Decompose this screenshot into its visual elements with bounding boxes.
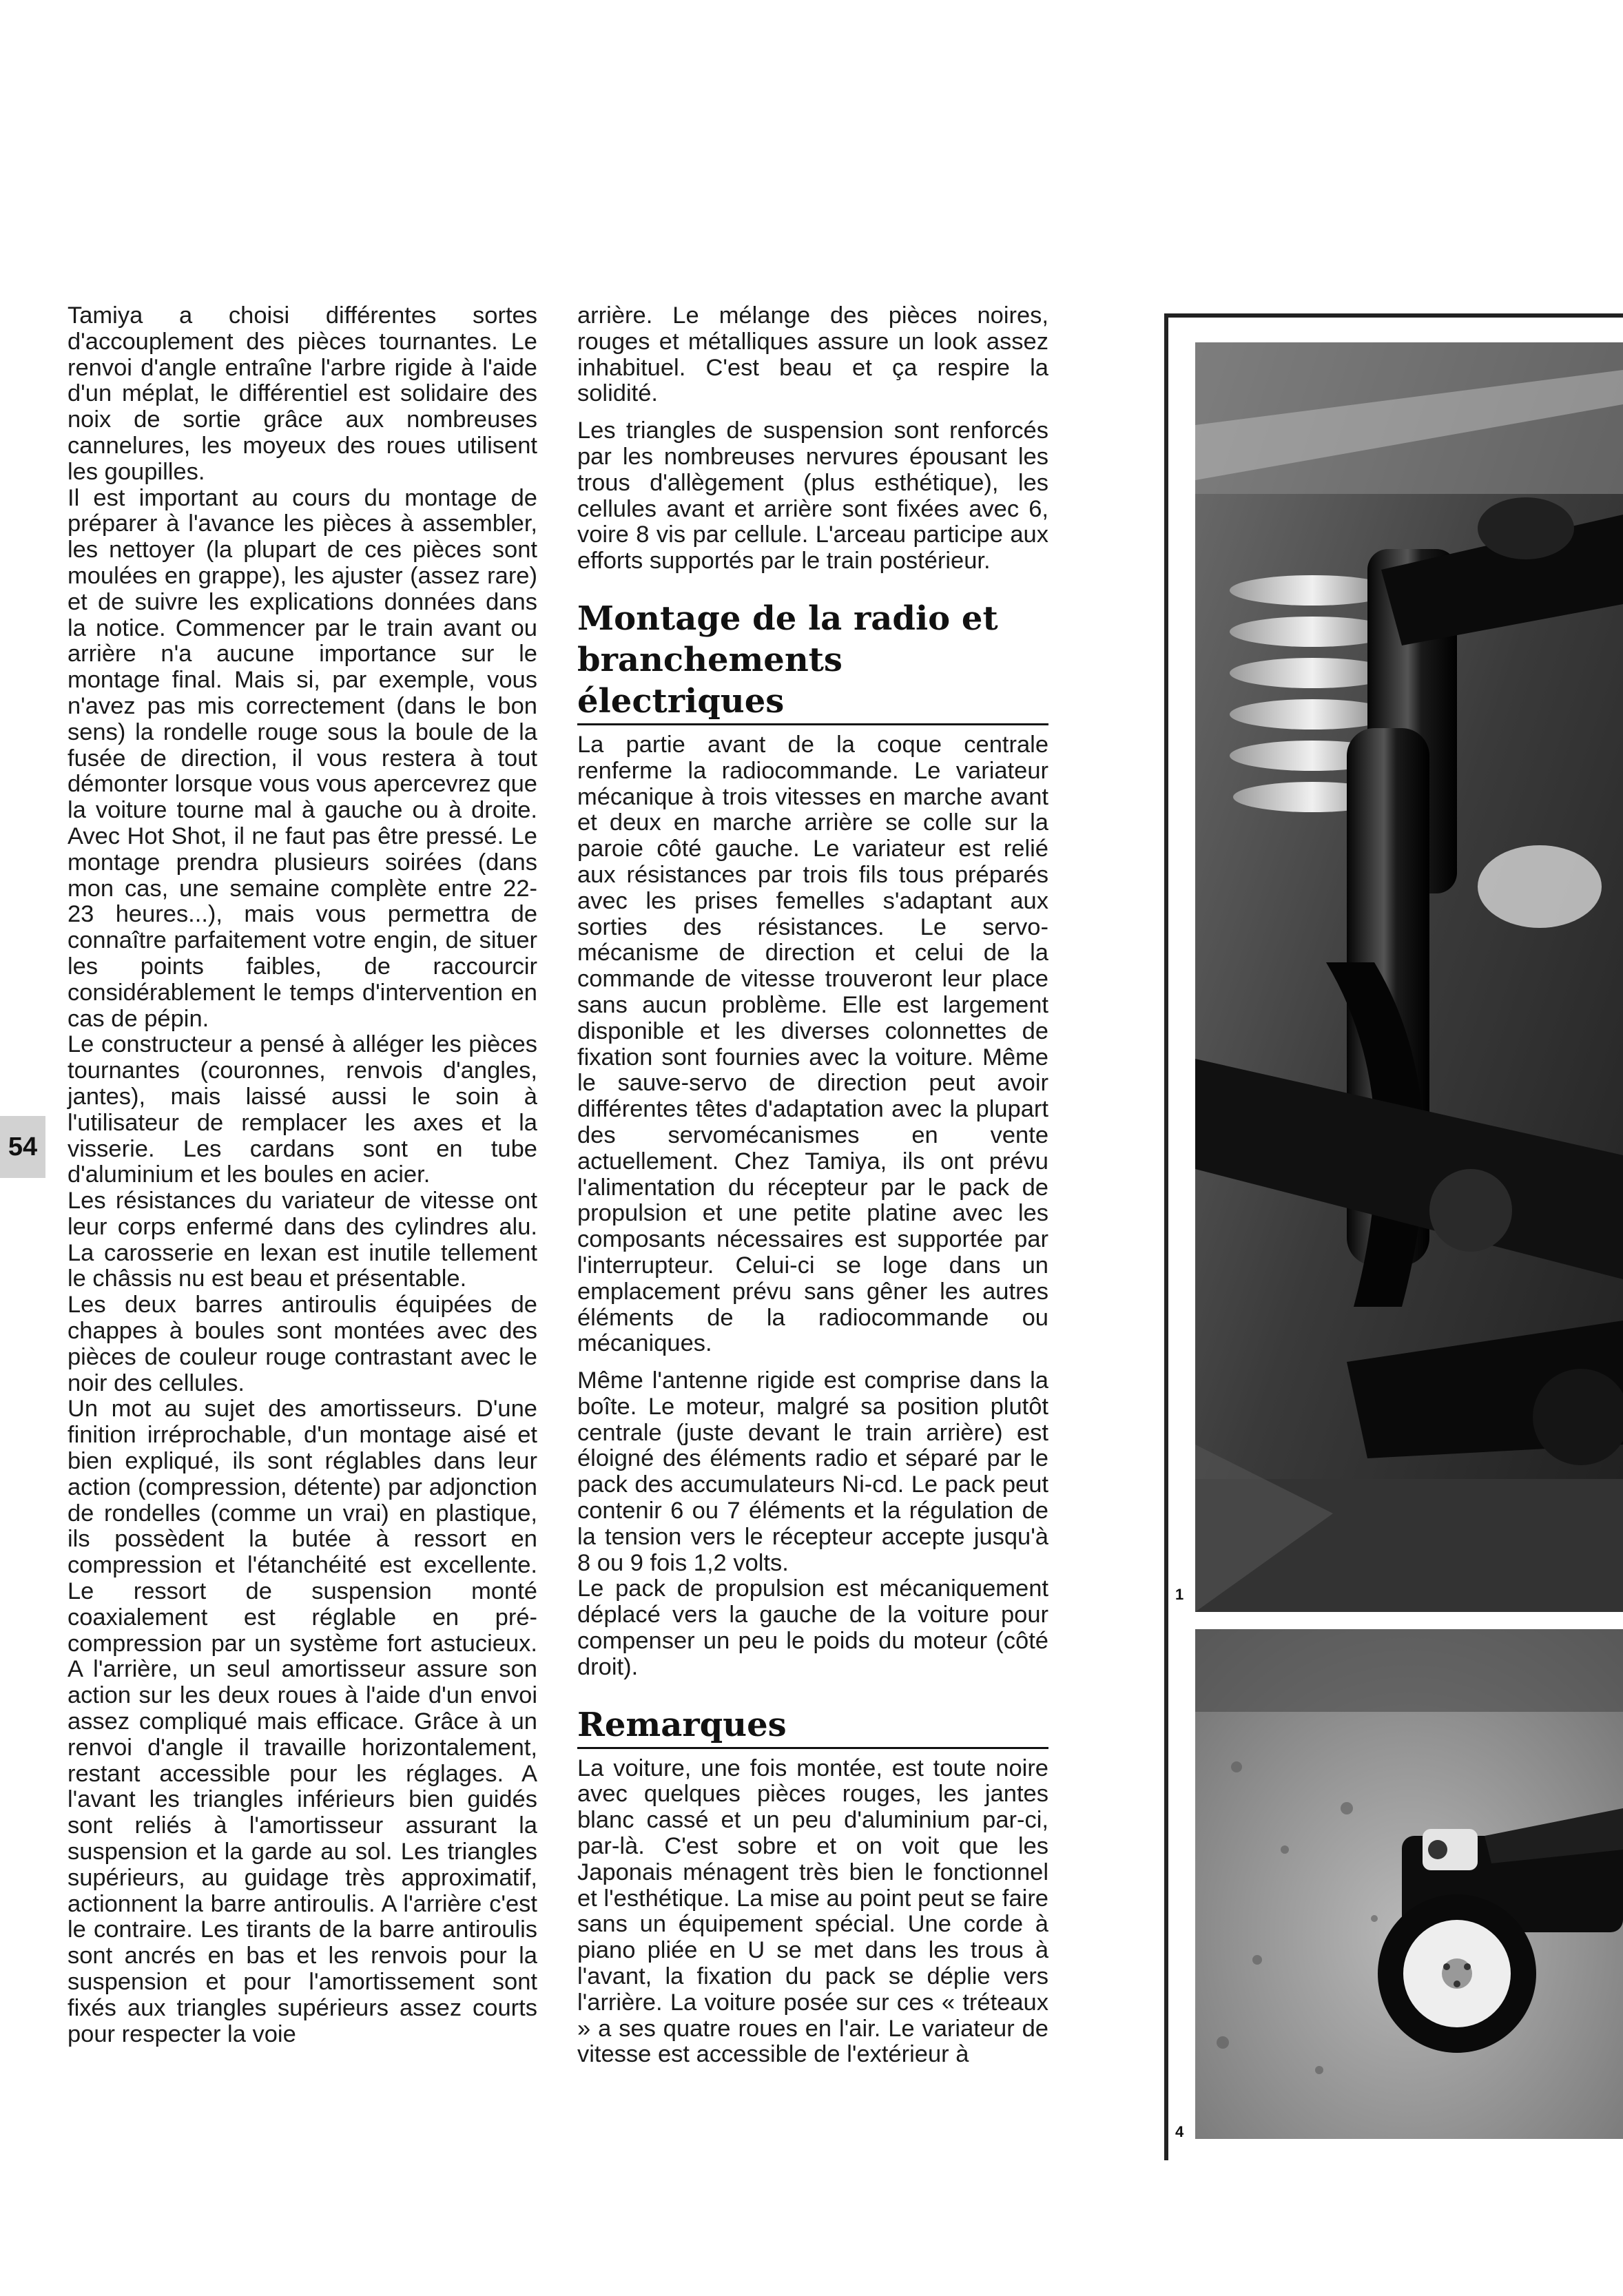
paragraph: Le constructeur a pensé à alléger les pièces tournantes (couronnes, renvois d'angles, jantes), mais laissé aussi le soin à l'utilisateur de remplacer les axes et la visserie. Les cardans sont en tube d'aluminium et les boules en acier. <box>68 1031 537 1188</box>
paragraph: Les deux barres antiroulis équipées de chappes à boules sont montées avec des pièces de couleur rouge contrastant avec le noir des cellules. <box>68 1292 537 1396</box>
article-column-left <box>68 303 537 2047</box>
rc-car-on-gravel-photo <box>1195 1629 1623 2139</box>
paragraph: arrière. Le mélange des pièces noires, rouges et métalliques assure un look assez inhabituel. C'est beau et ça respire la solidité. <box>577 302 1048 407</box>
section-heading-remarques: Remarques <box>577 1704 1048 1749</box>
section-heading-radio: Montage de la radio et branchements électriques <box>577 598 1048 725</box>
article-column-middle <box>577 303 1048 2068</box>
figure-number: 4 <box>1175 2123 1184 2140</box>
paragraph: Les triangles de suspension sont renforcés par les nombreuses nervures épousant les trous d'allègement (plus esthétique), les cellules avant et arrière sont fixées avec 6, voire 8 vis par cellule. L'arceau participe aux efforts supportés par le train postérieur. <box>577 417 1048 575</box>
paragraph: La partie avant de la coque centrale renferme la radiocommande. Le variateur mécanique à trois vitesses en marche avant et deux en marche arrière se colle sur la paroie côté gauche. Le variateur est relié aux résistances par trois fils tous préparés avec les prises femelles s'adaptant aux sorties des résistances. Le servo-mécanisme de direction et celui de la commande de vitesse trouveront leur place sans aucun problème. Elle est largement disponible et les diverses colonnettes de fixation sont fournies avec la voiture. Même le sauve-servo de direction peut avoir différentes têtes d'adaptation avec la plupart des servomécanismes en vente actuellement. Chez Tamiya, ils ont prévu l'alimentation du récepteur par le pack de propulsion et une petite platine avec les composants nécessaires est supportée par l'interrupteur. Celui-ci se loge dans un emplacement prévu sans gêner les autres éléments de la radiocommande ou mécaniques. <box>577 731 1048 1357</box>
paragraph: La voiture, une fois montée, est toute noire avec quelques pièces rouges, les jantes blanc cassé et un peu d'aluminium par-ci, par-là. C'est sobre et on voit que les Japonais ménagent très bien le fonctionnel et l'esthétique. La mise au point peut se faire sans un équipement spécial. Une corde à piano pliée en U se met dans les trous à l'avant, la fixation du pack se déplie vers l'arrière. La voiture posée sur ces « tréteaux » a ses quatre roues en l'air. Le variateur de vitesse est accessible de l'extérieur à <box>577 1755 1048 2068</box>
paragraph: Même l'antenne rigide est comprise dans la boîte. Le moteur, malgré sa position plutôt centrale (juste devant le train arrière) est éloigné des éléments radio et séparé par le pack des accumulateurs Ni-cd. Le pack peut contenir 6 ou 7 éléments et la régulation de la tension vers le récepteur accepte jusqu'à 8 ou 9 fois 1,2 volts. <box>577 1367 1048 1576</box>
paragraph: Tamiya a choisi différentes sortes d'accouplement des pièces tournantes. Le renvoi d'angle entraîne l'arbre rigide à l'aide d'un méplat, le différentiel est solidaire des noix de sortie grâce aux nombreuses cannelures, les moyeux des roues utilisent les goupilles. <box>68 302 537 485</box>
suspension-closeup-photo <box>1195 342 1623 1612</box>
paragraph: Les résistances du variateur de vitesse ont leur corps enfermé dans des cylindres alu. La carosserie en lexan est inutile tellement le châssis nu est beau et présentable. <box>68 1188 537 1292</box>
paragraph: Le pack de propulsion est mécaniquement déplacé vers la gauche de la voiture pour compenser un peu le poids du moteur (côté droit). <box>577 1575 1048 1680</box>
figure-number: 1 <box>1175 1586 1184 1603</box>
paragraph: Il est important au cours du montage de préparer à l'avance les pièces à assembler, les nettoyer (la plupart de ces pièces sont moulées en grappe), les ajuster (assez rare) et de suivre les explications données dans la notice. Commencer par le train avant ou arrière n'a aucune importance sur le montage final. Mais si, par exemple, vous n'avez pas mis correctement (dans le bon sens) la rondelle rouge sous la boule de la fusée de direction, il vous restera à tout démonter lorsque vous vous apercevrez que la voiture tourne mal à gauche ou à droite. Avec Hot Shot, il ne faut pas être pressé. Le montage prendra plusieurs soirées (dans mon cas, une semaine complète entre 22-23 heures...), mais vous permettra de connaître parfaitement votre engin, de situer les points faibles, de raccourcir considérablement le temps d'intervention en cas de pépin. <box>68 484 537 1032</box>
paragraph: Un mot au sujet des amortisseurs. D'une finition irréprochable, d'un montage aisé et bien expliqué, ils sont réglables dans leur action (compression, détente) par adjonction de rondelles (comme un vrai) en plastique, ils possèdent la butée à ressort en compression et l'étanchéité est excellente. Le ressort de suspension monté coaxialement est réglable en pré-compression par un système fort astucieux. A l'arrière, un seul amortisseur assure son action sur les deux roues à l'aide d'un envoi assez compliqué mais efficace. Grâce à un renvoi d'angle il travaille horizontalement, restant accessible pour les réglages. A l'avant les triangles inférieurs bien guidés sont reliés à l'amortisseur assurant la suspension et la garde au sol. Les triangles supérieurs, au guidage très approximatif, actionnent la barre antiroulis. A l'arrière c'est le contraire. Les tirants de la barre antiroulis sont ancrés en bas et les renvois pour la suspension et pour l'amortissement sont fixés aux triangles supérieurs assez courts pour respecter la voie <box>68 1396 537 2047</box>
page-number: 54 <box>0 1116 45 1178</box>
